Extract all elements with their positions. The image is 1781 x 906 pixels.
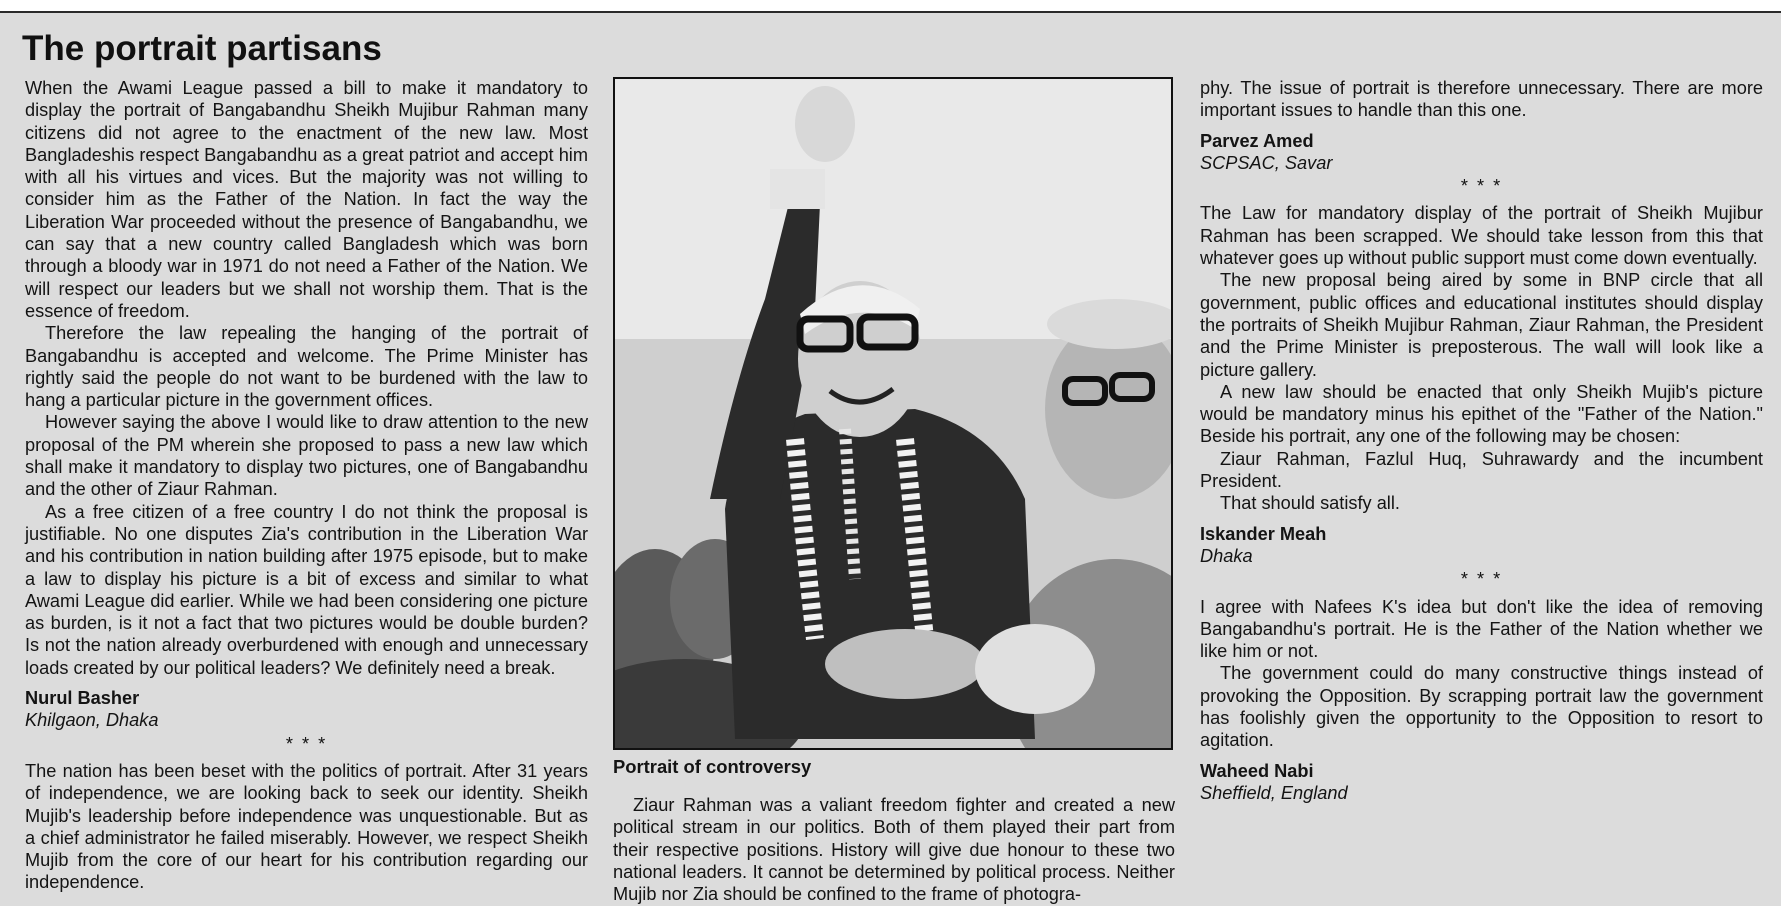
portrait-photo [613,77,1173,750]
letter1-paragraph: When the Awami League passed a bill to make it mandatory to display the portrait of Bangabandhu Sheikh Mujibur Rahman many citizens did not agree to the enactment of the new law. Most Bangladeshis respect Bangabandhu as a great patriot and accept him with all his virtues and vices. But the majority was not willing to consider him as the Father of the Nation. In fact the way the Liberation War proceeded without the presence of Bangabandhu, we can say that a new country called Bangladesh which was born through a bloody war in 1971 do not need a Father of the Nation. We will respect our leaders but we shall not worship them. That is the essence of freedom. [25,78,588,321]
page-title: The portrait partisans [22,29,382,68]
letter4-author: Waheed Nabi [1200,760,1314,781]
letter2-paragraph: Ziaur Rahman was a valiant freedom fighter and created a new political stream in our politics. Both of them played their part from their respective positions. History will give due honour to these two national leaders. It cannot be determined by political process. Neither Mujib nor Zia should be confined to the frame of photogra- [613,795,1175,905]
letter3-paragraph: A new law should be enacted that only Sheikh Mujib's picture would be mandatory minus his epithet of the "Father of the Nation." Beside his portrait, any one of the following may be chosen: [1200,381,1763,447]
letter4-paragraph: I agree with Nafees K's idea but don't like the idea of removing Bangabandhu's portrait. He is the Father of the Nation whether we like him or not. [1200,596,1763,662]
letter-separator: * * * [1460,569,1503,590]
letter2-paragraph: phy. The issue of portrait is therefore unnecessary. There are more important issues to handle than this one. [1200,78,1763,121]
left-column [25,77,588,894]
letter1-author: Nurul Basher [25,688,140,709]
letter1-location: Khilgaon, Dhaka [25,710,159,731]
letter4-location: Sheffield, England [1200,782,1348,803]
letter3-paragraph: The Law for mandatory display of the portrait of Sheikh Mujibur Rahman has been scrapped. We should take lesson from this that whatever goes up without public support must come down eventually. [1200,203,1763,269]
letter2-paragraph: The nation has been beset with the politics of portrait. After 31 years of independence, we are looking back to seek our identity. Sheikh Mujib's leadership before independence was unquestionable. But as a chief administrator he failed miserably. However, we respect Sheikh Mujib from the core of our heart for his contribution regarding our independence. [25,760,588,893]
right-column [1200,77,1763,804]
letter3-paragraph: That should satisfy all. [1220,493,1400,514]
photo-caption: Portrait of controversy [613,756,812,777]
letter-separator: * * * [285,733,328,754]
letter3-author: Iskander Meah [1200,523,1327,544]
middle-column-text [613,794,1175,905]
letter4-paragraph: The government could do many constructive things instead of provoking the Opposition. By scrapping portrait law the government has foolishly given the opportunity to the Opposition to resort to agitation. [1200,663,1763,751]
letter1-paragraph: However saying the above I would like to draw attention to the new proposal of the PM wherein she proposed to pass a new law which shall make it mandatory to display two pictures, one of Bangabandhu and the other of Ziaur Rahman. [25,412,588,500]
letter1-paragraph: As a free citizen of a free country I do not think the proposal is justifiable. No one disputes Zia's contribution in the Liberation War and his contribution in nation building after 1975 episode, but to make a law to display his picture is a bit of excess and similar to what Awami League did earlier. While we had been considering one picture as burden, is it not a fact that two pictures would be double burden? Is not the nation already overburdened with enough and unnecessary loads created by our political leaders? We definitely need a break. [25,501,588,678]
letter2-location: SCPSAC, Savar [1200,152,1333,173]
letter2-author: Parvez Amed [1200,130,1314,151]
photo-illustration [615,79,1171,748]
letter-separator: * * * [1460,176,1503,197]
newspaper-page [0,11,1781,906]
letter1-paragraph: Therefore the law repealing the hanging of the portrait of Bangabandhu is accepted and welcome. The Prime Minister has rightly said the people do not want to be burdened with the law to hang a particular picture in the government offices. [25,323,588,411]
letter3-paragraph: Ziaur Rahman, Fazlul Huq, Suhrawardy and the incumbent President. [1200,448,1763,492]
letter3-paragraph: The new proposal being aired by some in BNP circle that all government, public offices and educational institutes should display the portraits of Sheikh Mujibur Rahman, Ziaur Rahman, the President and the Prime Minister is preposterous. The wall will look like a picture gallery. [1200,270,1763,380]
letter3-location: Dhaka [1200,545,1253,566]
